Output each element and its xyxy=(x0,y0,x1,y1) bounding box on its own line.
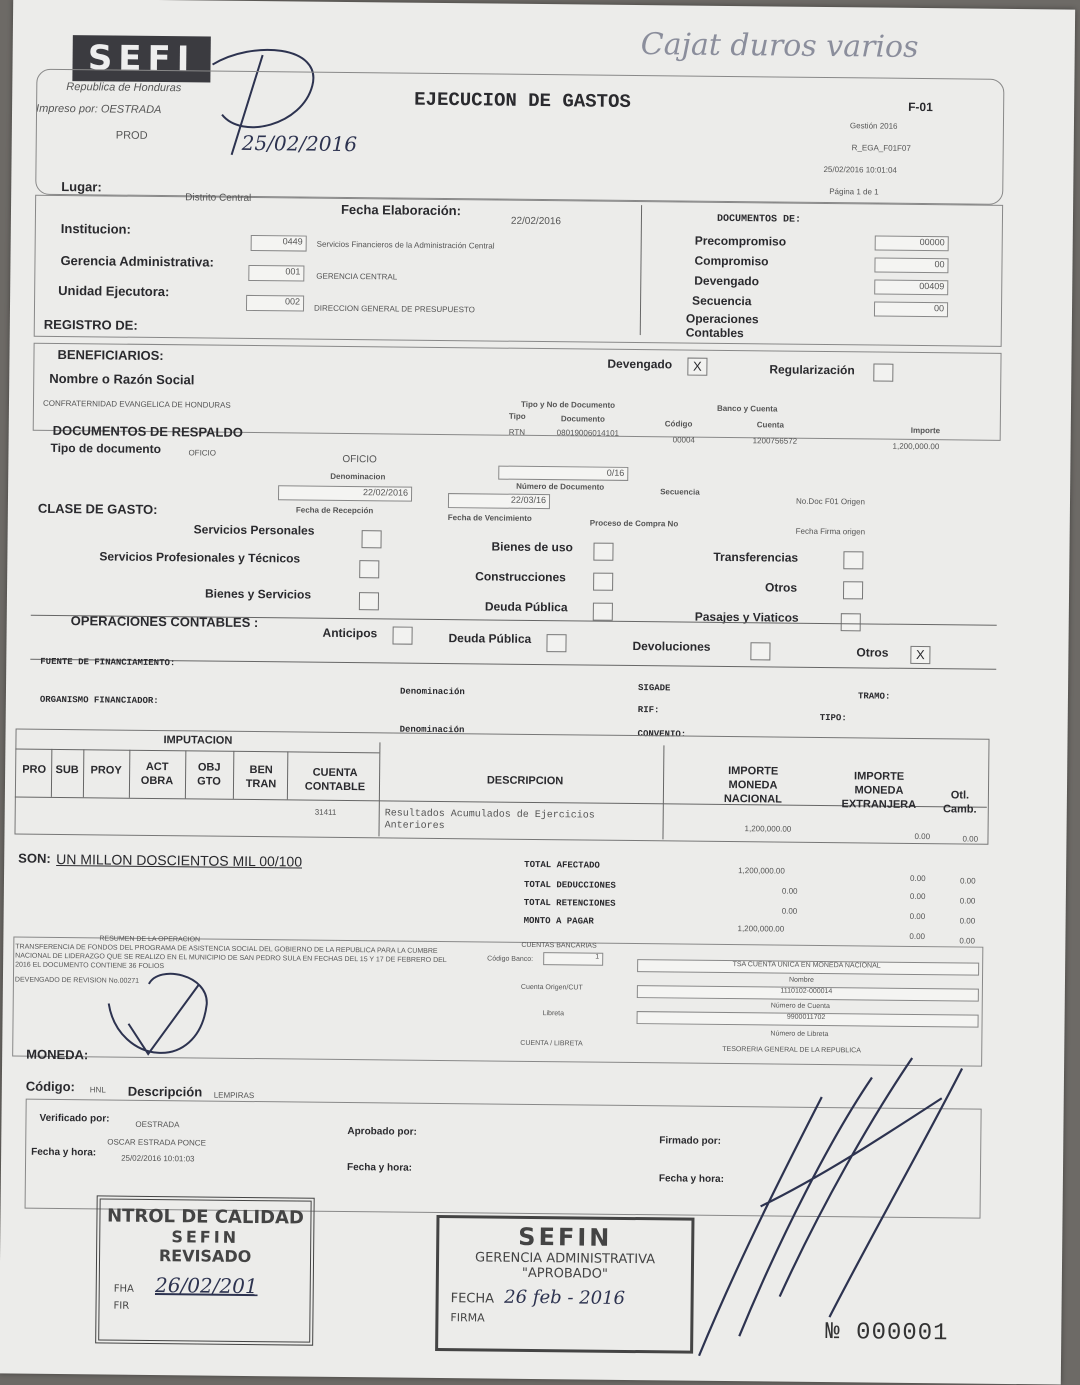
monto-pagar-label: MONTO A PAGAR xyxy=(523,915,594,927)
firma-origen-label: Fecha Firma origen xyxy=(795,526,866,537)
op-otros-label: Otros xyxy=(856,645,889,660)
devoluciones-checkbox[interactable] xyxy=(750,642,770,660)
compromiso-label: Compromiso xyxy=(694,253,769,269)
sefin-aprobado-stamp xyxy=(435,1215,694,1354)
documentos-title: DOCUMENTOS DE: xyxy=(716,213,802,226)
registro-devengado-label: Devengado xyxy=(607,356,673,372)
fuente-label: FUENTE DE FINANCIAMIENTO: xyxy=(40,656,176,669)
transferencias-label: Transferencias xyxy=(713,549,799,565)
report-code: R_EGA_F01F07 xyxy=(851,143,911,153)
servicios-personales-label: Servicios Personales xyxy=(193,522,315,538)
vencimiento-label: Fecha de Vencimiento xyxy=(447,513,532,523)
son-value: UN MILLON DOSCIENTOS MIL 00/100 xyxy=(56,850,303,870)
institucion-label: Institucion: xyxy=(60,220,131,237)
libreta-label: Libreta xyxy=(542,1010,565,1018)
denominacion-value: OFICIO xyxy=(342,453,377,466)
total-afectado-label: TOTAL AFECTADO xyxy=(524,859,600,871)
total-deducciones-value: 0.00 xyxy=(781,886,798,896)
bienes-uso-label: Bienes de uso xyxy=(491,539,573,555)
sigade-label: SIGADE xyxy=(637,683,671,694)
unidad-code: 002 xyxy=(246,295,304,312)
nombre-cuenta-label: Nombre xyxy=(788,976,814,984)
cuenta-libreta-label: CUENTA / LIBRETA xyxy=(520,1039,583,1048)
col-importe-extranjera: IMPORTE MONEDA EXTRANJERA xyxy=(841,770,917,811)
descripcion-moneda-value: LEMPIRAS xyxy=(213,1090,255,1101)
registro-label: REGISTRO DE: xyxy=(43,316,138,333)
vencimiento-value: 22/03/16 xyxy=(448,493,550,509)
fecha-label: Fecha Elaboración: xyxy=(340,201,462,219)
lugar-value: Distrito Central xyxy=(185,192,252,204)
denominacion-1: Denominación xyxy=(399,686,465,698)
son-label: SON: xyxy=(18,850,51,866)
institucion-code: 0449 xyxy=(251,235,307,252)
tramo-label: TRAMO: xyxy=(857,691,891,702)
devengado-value: 00409 xyxy=(874,280,948,296)
monto-pagar-value: 1,200,000.00 xyxy=(737,924,785,934)
recepcion-value: 22/02/2016 xyxy=(278,485,412,501)
numero-value: 0/16 xyxy=(498,466,628,481)
recepcion-label: Fecha de Recepción xyxy=(295,505,374,516)
prod-label: PROD xyxy=(115,129,148,142)
firmado-fecha-label: Fecha y hora: xyxy=(658,1173,724,1185)
cuenta-header: Cuenta xyxy=(756,420,784,430)
codigo-value: 00004 xyxy=(672,435,695,445)
tipo-doc-label: Tipo de documento xyxy=(50,440,162,457)
resumen-title: RESUMEN DE LA OPERACION xyxy=(99,935,201,944)
numero-cuenta-label: Número de Cuenta xyxy=(770,1002,830,1011)
col-act-obra: ACT OBRA xyxy=(140,760,174,788)
codigo-moneda-value: HNL xyxy=(89,1085,106,1095)
anticipos-checkbox[interactable] xyxy=(392,626,412,644)
convenio-label: CONVENIO: xyxy=(637,729,687,740)
otros-label: Otros xyxy=(765,580,798,595)
op-otros-checkbox[interactable]: X xyxy=(910,646,930,664)
nombre-value: CONFRATERNIDAD EVANGELICA DE HONDURAS xyxy=(42,398,231,410)
importe-nacional-value: 1,200,000.00 xyxy=(744,824,792,834)
ext-2: 0.00 xyxy=(909,891,926,902)
republic-label: Republica de Honduras xyxy=(66,81,182,95)
print-datetime: 25/02/2016 10:01:04 xyxy=(823,164,897,175)
total-deducciones-label: TOTAL DEDUCCIONES xyxy=(523,879,616,891)
numero-label: Número de Documento xyxy=(516,481,605,492)
unidad-name: DIRECCION GENERAL DE PRESUPUESTO xyxy=(313,303,475,315)
importe-extranjera-value: 0.00 xyxy=(914,831,931,842)
secuencia-label-2: Secuencia xyxy=(660,487,700,497)
secuencia-value: 00 xyxy=(874,302,948,318)
control-line1: NTROL DE CALIDAD xyxy=(106,1205,305,1229)
checkmark-scribble-icon xyxy=(98,963,219,1074)
page-count: Página 1 de 1 xyxy=(829,187,879,197)
imputacion-title: IMPUTACION xyxy=(163,734,233,747)
control-calidad-stamp xyxy=(95,1195,315,1345)
codigo-header: Código xyxy=(664,419,693,429)
tipo-header: Tipo xyxy=(508,411,526,421)
control-fecha-label: FHA xyxy=(113,1283,134,1295)
precompromiso-value: 00000 xyxy=(875,236,949,252)
codigo-banco-value: 1 xyxy=(543,952,603,966)
aprobado-label: Aprobado por: xyxy=(347,1126,417,1138)
tipo-value: RTN xyxy=(508,427,526,437)
col-obj-gto: OBJ GTO xyxy=(197,761,221,788)
corner-annotation: Cajat duros varios xyxy=(640,27,919,65)
unidad-label: Unidad Ejecutora: xyxy=(58,282,170,300)
ext-3: 0.00 xyxy=(909,911,926,922)
respaldo-title: DOCUMENTOS DE RESPALDO xyxy=(52,422,243,440)
form-code: F-01 xyxy=(908,99,933,115)
bienes-servicios-checkbox[interactable] xyxy=(359,592,379,610)
anticipos-label: Anticipos xyxy=(322,625,378,641)
sefin-fecha-label: FECHA xyxy=(450,1291,495,1307)
firmado-label: Firmado por: xyxy=(659,1135,722,1147)
handwritten-date: 25/02/2016 xyxy=(241,130,358,157)
numero-libreta-value: 9900011702 xyxy=(637,1011,979,1028)
aprobado-fecha-label: Fecha y hora: xyxy=(346,1162,413,1174)
importe-header: Importe xyxy=(910,425,941,436)
institucion-name: Servicios Financieros de la Administración Central xyxy=(316,239,495,251)
cuenta-contable-value: 31411 xyxy=(314,807,337,817)
col-sub: SUB xyxy=(55,763,79,777)
regularizacion-checkbox[interactable] xyxy=(873,364,893,382)
tesoreria: TESORERIA GENERAL DE LA REPUBLICA xyxy=(722,1045,861,1055)
precompromiso-label: Precompromiso xyxy=(694,233,787,249)
deuda-publica-checkbox[interactable] xyxy=(593,603,613,621)
descripcion-moneda-label: Descripción xyxy=(127,1083,203,1100)
col-importe-nacional: IMPORTE MONEDA NACIONAL xyxy=(723,765,782,806)
gestion: Gestión 2016 xyxy=(849,121,898,131)
banco-header: Banco y Cuenta xyxy=(716,403,778,414)
documento-value: 08019006014101 xyxy=(556,428,620,438)
control-fecha: 26/02/201 xyxy=(154,1273,258,1299)
cuenta-value: 1200756572 xyxy=(752,436,798,446)
sefin-fecha: 26 feb - 2016 xyxy=(504,1286,626,1309)
col-cuenta-contable: CUENTA CONTABLE xyxy=(304,766,366,794)
codigo-banco-label: Código Banco: xyxy=(487,955,534,963)
origen-label: No.Doc F01 Origen xyxy=(795,496,865,507)
page-title: EJECUCION DE GASTOS xyxy=(414,88,631,113)
op-deuda-publica-checkbox[interactable] xyxy=(546,634,566,652)
moneda-label: MONEDA: xyxy=(26,1046,89,1063)
cb-4: 0.00 xyxy=(959,936,976,946)
documento-header: Documento xyxy=(560,414,605,424)
tipo-doc-value: OFICIO xyxy=(188,448,217,458)
bienes-uso-checkbox[interactable] xyxy=(593,543,613,561)
proceso-label: Proceso de Compra No xyxy=(589,518,679,529)
secuencia-label: Secuencia xyxy=(692,293,752,309)
serial-number: № 000001 xyxy=(825,1319,949,1348)
col-ben-tran: BEN TRAN xyxy=(245,763,277,791)
camb-value: 0.00 xyxy=(962,834,979,844)
col-proy: PROY xyxy=(90,764,122,777)
gerencia-name: GERENCIA CENTRAL xyxy=(316,271,398,282)
ext-1: 0.00 xyxy=(910,873,926,884)
cuentas-title: CUENTAS BANCARIAS xyxy=(521,941,597,950)
verificado-user: OESTRADA xyxy=(135,1119,180,1130)
servicios-profesionales-checkbox[interactable] xyxy=(359,560,379,578)
total-retenciones-label: TOTAL RETENCIONES xyxy=(523,897,616,909)
verificado-label: Verificado por: xyxy=(39,1112,110,1125)
tsa-title: TSA CUENTA UNICA EN MONEDA NACIONAL xyxy=(637,959,979,976)
servicios-personales-checkbox[interactable] xyxy=(361,530,381,548)
devengado-label: Devengado xyxy=(694,273,760,289)
rif-label: RIF: xyxy=(637,705,660,716)
bienes-servicios-label: Bienes y Servicios xyxy=(204,586,312,602)
sefin-line2: "APROBADO" xyxy=(521,1265,608,1282)
compromiso-value: 00 xyxy=(874,258,948,274)
cuenta-origen-label: Cuenta Origen/CUT xyxy=(520,983,583,992)
col-pro: PRO xyxy=(22,763,47,776)
resumen-text: TRANSFERENCIA DE FONDOS DEL PROGRAMA DE ASISTENCIA SOCIAL DEL GOBIERNO DE LA REPUBLICA PARA LA CUMBRE NACIONAL DE LIDERAZGO QUE SE REALIZO EN EL MUNICIPIO DE SAN PEDRO SULA EN FECHAS DEL 15 Y 17 DE FEBRERO DEL 2016 EL DOCUMENTO CONTIENE 36 FOLIOS xyxy=(15,943,447,971)
printed-by: Impreso por: OESTRADA xyxy=(36,102,162,117)
clase-label: CLASE DE GASTO: xyxy=(37,500,158,518)
denominacion-label: Denominacion xyxy=(330,471,386,482)
cb-1: 0.00 xyxy=(959,876,976,886)
col-camb: Otl. Camb. xyxy=(942,789,977,816)
transferencias-checkbox[interactable] xyxy=(843,551,863,569)
organismo-label: ORGANISMO FINANCIADOR: xyxy=(39,694,159,707)
ext-4: 0.00 xyxy=(909,931,926,942)
regularizacion-label: Regularización xyxy=(769,362,855,378)
control-line3: REVISADO xyxy=(158,1246,252,1267)
beneficiarios-label: BENEFICIARIOS: xyxy=(57,346,164,364)
devengado-ref: DEVENGADO DE REVISION No.00271 xyxy=(14,976,140,985)
gerencia-label: Gerencia Administrativa: xyxy=(60,252,214,270)
cb-2: 0.00 xyxy=(959,896,976,906)
denominacion-2: Denominación xyxy=(399,724,465,736)
codigo-moneda-label: Código: xyxy=(25,1078,76,1095)
op-deuda-publica-label: Deuda Pública xyxy=(448,631,532,646)
devengado-checkbox[interactable]: X xyxy=(687,358,707,376)
control-line2: SEFIN xyxy=(171,1227,240,1247)
lugar-label: Lugar: xyxy=(61,178,102,195)
importe-value: 1,200,000.00 xyxy=(892,441,940,452)
tipo-doc-header: Tipo y No de Documento xyxy=(520,399,616,410)
sefin-logo: SEFI xyxy=(72,35,210,82)
verificado-fecha: 25/02/2016 10:01:03 xyxy=(121,1153,195,1164)
control-firma-label: FIR xyxy=(113,1300,130,1312)
col-descripcion: DESCRIPCION xyxy=(486,774,564,788)
numero-cuenta-value: 1110102-000014 xyxy=(637,985,979,1002)
cb-3: 0.00 xyxy=(959,916,976,926)
devoluciones-label: Devoluciones xyxy=(632,638,711,654)
deuda-publica-label: Deuda Pública xyxy=(484,599,568,615)
operaciones-title: OPERACIONES CONTABLES : xyxy=(70,613,259,631)
tipo-label: TIPO: xyxy=(819,712,847,724)
total-retenciones-value: 0.00 xyxy=(781,906,798,916)
sefin-firma-label: FIRMA xyxy=(450,1311,485,1325)
construcciones-label: Construcciones xyxy=(475,569,566,585)
construcciones-checkbox[interactable] xyxy=(593,573,613,591)
verificado-name: OSCAR ESTRADA PONCE xyxy=(107,1137,206,1148)
otros-checkbox[interactable] xyxy=(843,581,863,599)
total-afectado-value: 1,200,000.00 xyxy=(738,866,785,876)
fecha-value: 22/02/2016 xyxy=(510,215,562,228)
sefin-title: SEFIN xyxy=(518,1222,613,1252)
verificado-fecha-label: Fecha y hora: xyxy=(31,1146,97,1159)
servicios-profesionales-label: Servicios Profesionales y Técnicos xyxy=(99,549,301,566)
nombre-label: Nombre o Razón Social xyxy=(49,370,195,388)
descripcion-value: Resultados Acumulados de Ejercicios Anteriores xyxy=(384,808,595,833)
numero-libreta-label: Número de Libreta xyxy=(770,1030,829,1039)
pasajes-label: Pasajes y Viaticos xyxy=(694,609,799,625)
operaciones-label: Operaciones Contables xyxy=(685,311,759,341)
gerencia-code: 001 xyxy=(248,265,304,282)
sefin-line1: GERENCIA ADMINISTRATIVA xyxy=(474,1250,656,1268)
